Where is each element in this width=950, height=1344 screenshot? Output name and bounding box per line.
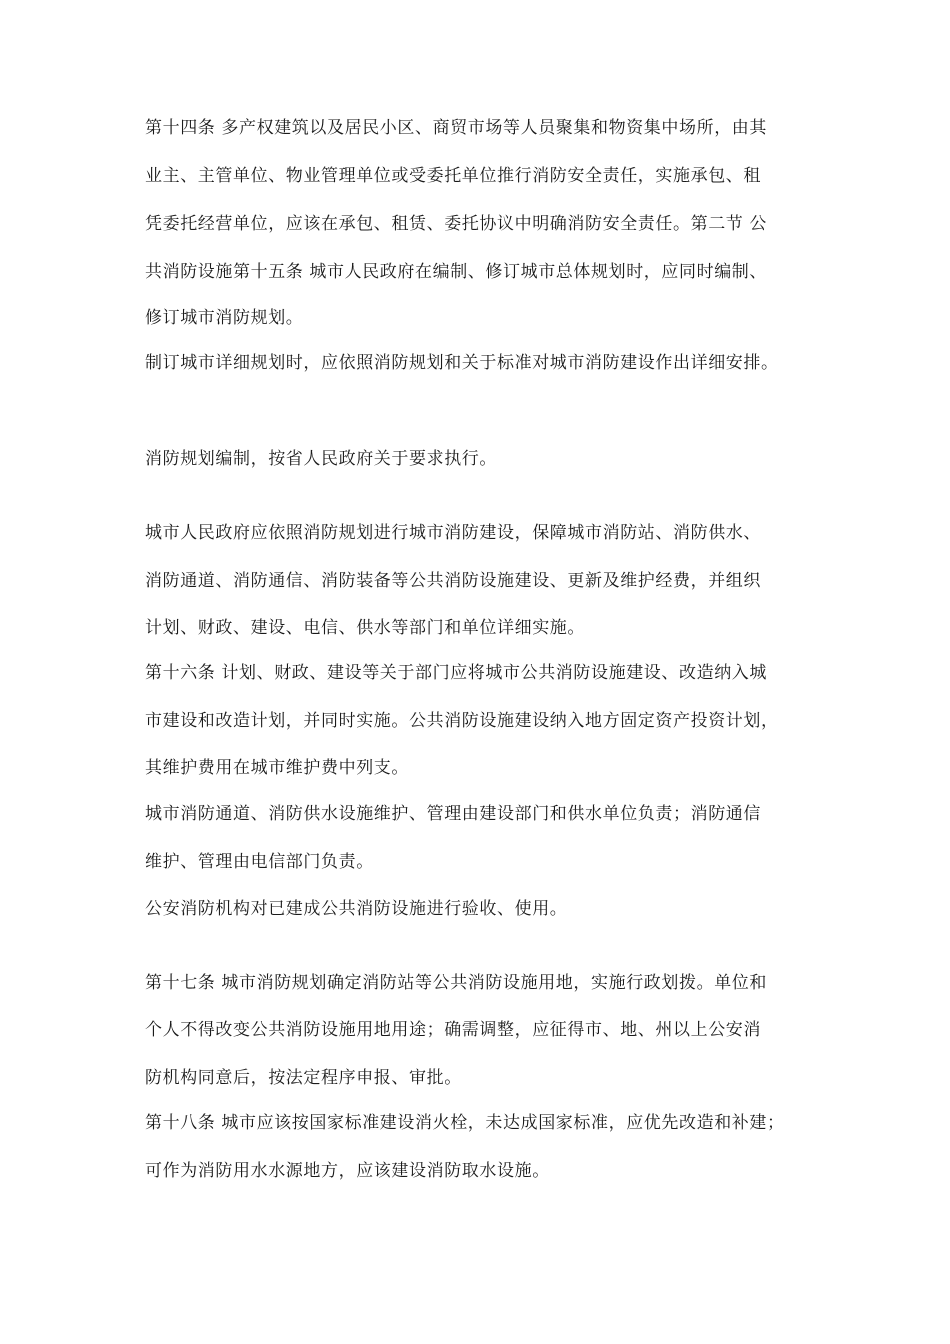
text-line: 第十六条 计划、财政、建设等关于部门应将城市公共消防设施建设、改造纳入城	[145, 663, 768, 683]
text-line: 第十四条 多产权建筑以及居民小区、商贸市场等人员聚集和物资集中场所，由其	[145, 118, 768, 138]
text-line: 公安消防机构对已建成公共消防设施进行验收、使用。	[145, 899, 568, 919]
text-line: 共消防设施第十五条 城市人民政府在编制、修订城市总体规划时，应同时编制、	[145, 262, 768, 282]
text-line: 个人不得改变公共消防设施用地用途；确需调整，应征得市、地、州以上公安消	[145, 1020, 761, 1040]
text-line: 维护、管理由电信部门负责。	[145, 852, 374, 872]
text-line: 市建设和改造计划，并同时实施。公共消防设施建设纳入地方固定资产投资计划，	[145, 711, 779, 731]
text-line: 业主、主管单位、物业管理单位或受委托单位推行消防安全责任，实施承包、租	[145, 166, 761, 186]
text-line: 消防通道、消防通信、消防装备等公共消防设施建设、更新及维护经费，并组织	[145, 571, 761, 591]
text-line: 消防规划编制，按省人民政府关于要求执行。	[145, 449, 497, 469]
text-line: 计划、财政、建设、电信、供水等部门和单位详细实施。	[145, 618, 585, 638]
text-line: 城市消防通道、消防供水设施维护、管理由建设部门和供水单位负责；消防通信	[145, 804, 761, 824]
text-line: 修订城市消防规划。	[145, 308, 304, 328]
text-line: 制订城市详细规划时，应依照消防规划和关于标准对城市消防建设作出详细安排。	[145, 353, 779, 373]
text-line: 可作为消防用水水源地方，应该建设消防取水设施。	[145, 1161, 550, 1181]
text-line: 凭委托经营单位，应该在承包、租赁、委托协议中明确消防安全责任。第二节 公	[145, 214, 768, 234]
text-line: 其维护费用在城市维护费中列支。	[145, 758, 409, 778]
text-line: 城市人民政府应依照消防规划进行城市消防建设，保障城市消防站、消防供水、	[145, 523, 761, 543]
text-line: 第十七条 城市消防规划确定消防站等公共消防设施用地，实施行政划拨。单位和	[145, 973, 768, 993]
text-line: 第十八条 城市应该按国家标准建设消火栓，未达成国家标准，应优先改造和补建；	[145, 1113, 785, 1133]
text-line: 防机构同意后，按法定程序申报、审批。	[145, 1068, 462, 1088]
